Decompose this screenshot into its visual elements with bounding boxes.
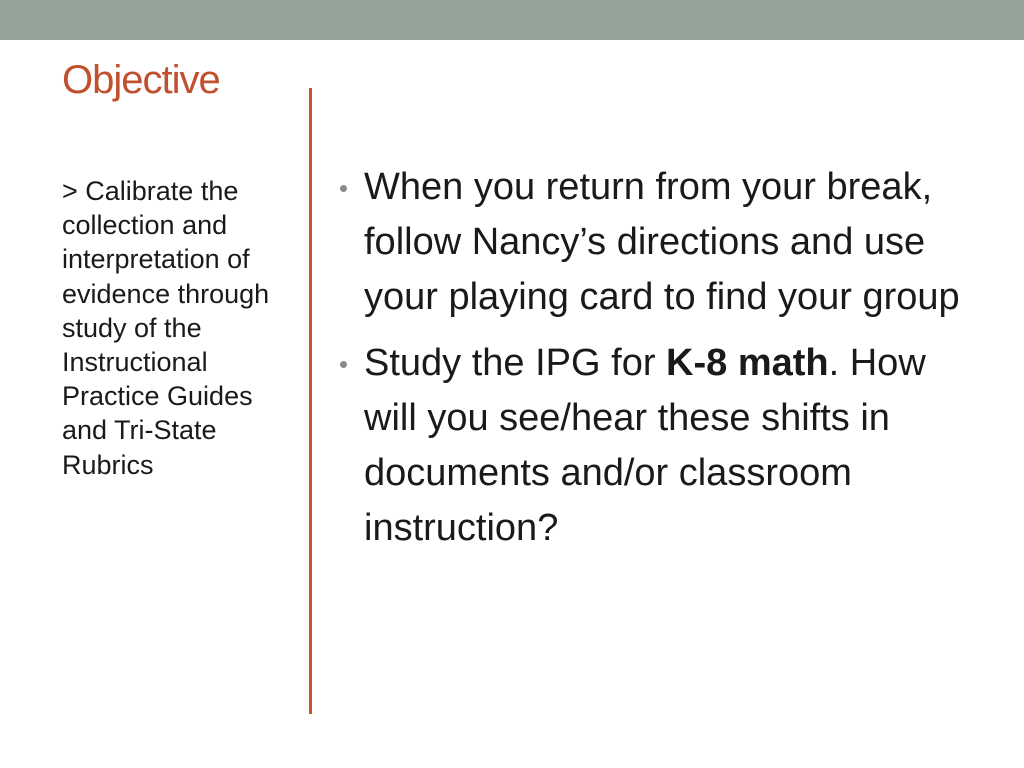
bullet-text: When you return from your break, follow Nancy’s directions and use your playing card to find your group (364, 166, 960, 318)
bullet-item-break-directions (336, 160, 986, 324)
vertical-divider (309, 88, 312, 714)
bullet-text-part: . How will you see/hear these shifts in documents and/or classroom instruction? (364, 342, 926, 549)
bullet-list (336, 160, 986, 568)
bullet-text-part: Study the IPG for (364, 342, 667, 385)
bullet-text-emphasis: K-8 math (666, 342, 829, 385)
top-accent-band (0, 0, 1024, 40)
bullet-marker-icon (340, 185, 347, 192)
slide-title: Objective (62, 58, 220, 102)
bullet-item-study-ipg (336, 336, 986, 555)
objective-text: > Calibrate the collection and interpretation of evidence through study of the Instructional Practice Guides and Tri-State Rubrics (62, 176, 270, 480)
bullet-text (364, 342, 926, 548)
bullet-marker-icon (340, 361, 347, 368)
